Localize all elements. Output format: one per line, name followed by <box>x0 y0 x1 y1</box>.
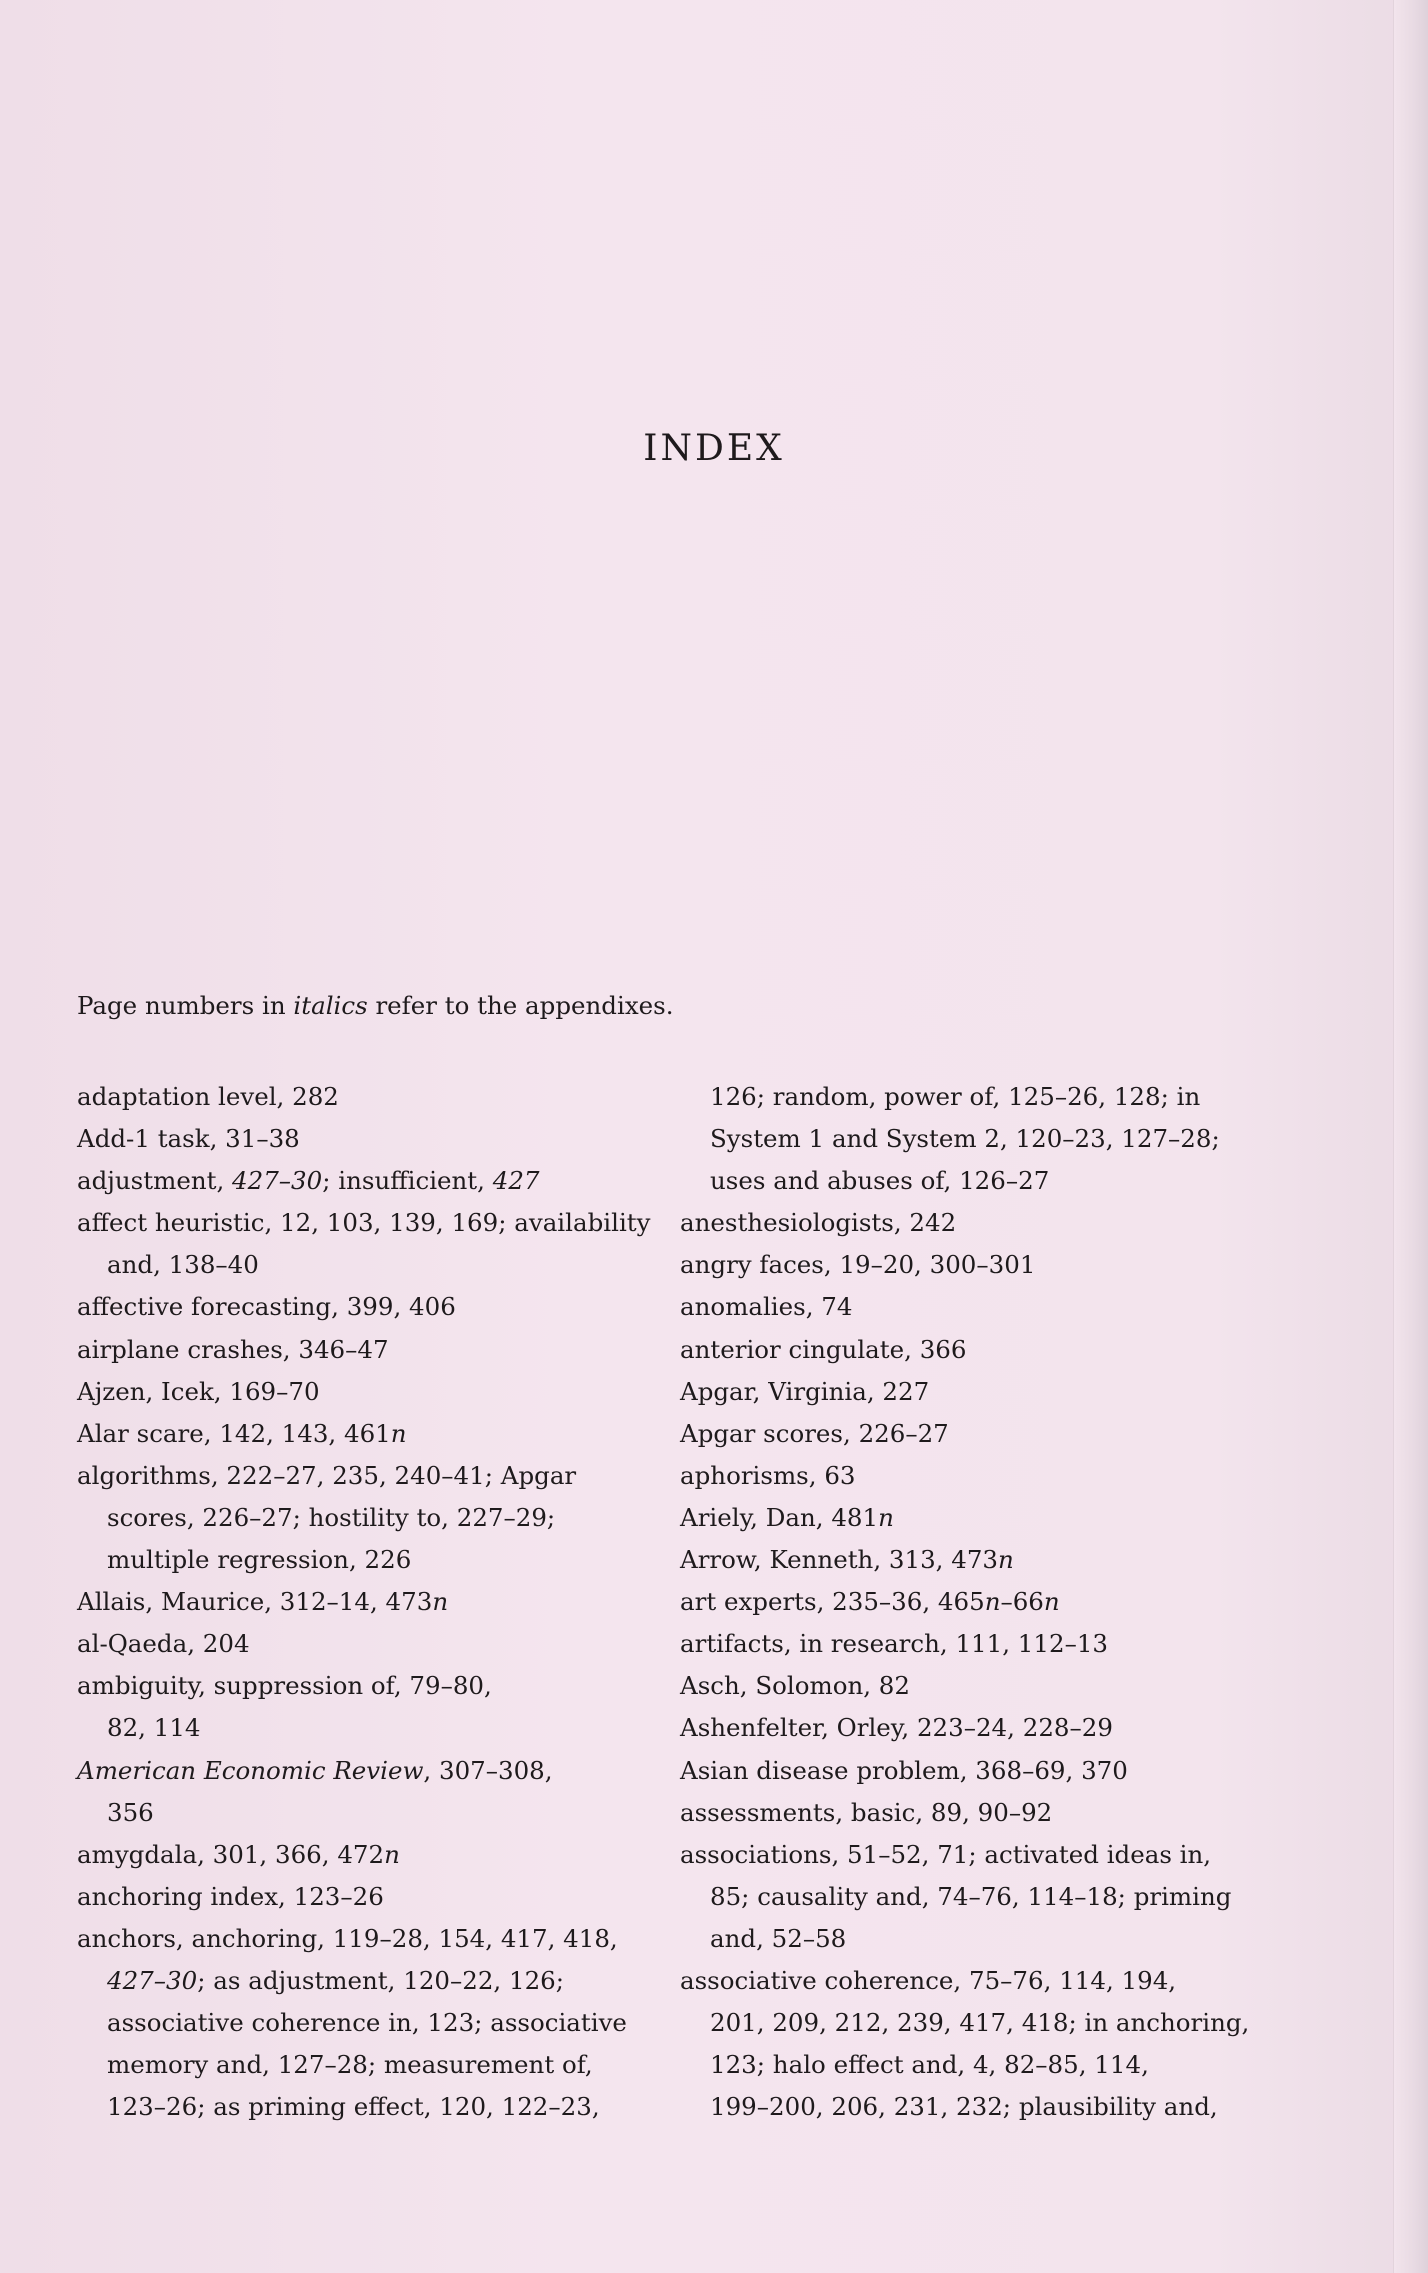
index-entry <box>680 1329 1290 1371</box>
page-edge <box>1393 0 1428 2273</box>
index-entry <box>77 1792 687 1834</box>
index-entry <box>77 1876 687 1918</box>
note-text-before: Page numbers in <box>77 991 294 1020</box>
index-entry-segment: airplane crashes, 346–47 <box>77 1334 389 1364</box>
index-entry-segment: associations, 51–52, 71; activated ideas in, <box>680 1839 1212 1869</box>
index-entry-segment: multiple regression, 226 <box>107 1545 412 1575</box>
index-entry-segment: adjustment, <box>77 1166 233 1196</box>
index-entry <box>77 1413 687 1455</box>
index-entry <box>77 1918 687 1960</box>
index-entry <box>680 1160 1290 1202</box>
index-entry <box>77 1160 687 1202</box>
index-entry-segment: 126; random, power of, 125–26, 128; in <box>710 1082 1201 1111</box>
index-entry <box>680 1539 1290 1581</box>
index-entry <box>77 1371 687 1413</box>
index-entry <box>77 1960 687 2002</box>
index-entry <box>77 1581 687 1623</box>
index-entry-segment: n <box>1043 1587 1060 1617</box>
index-entry <box>77 1834 687 1876</box>
index-entry-segment: 123–26; as priming effect, 120, 122–23, <box>107 2092 600 2122</box>
index-entry <box>77 1329 687 1371</box>
index-entry <box>680 1707 1290 1749</box>
index-entry-segment: n <box>878 1502 894 1532</box>
index-entry-segment: Ariely, Dan, 481 <box>680 1502 879 1532</box>
index-entry-segment: 85; causality and, 74–76, 114–18; priming <box>710 1881 1232 1911</box>
index-entry <box>680 2086 1290 2128</box>
index-entry-segment: algorithms, 222–27, 235, 240–41; Apgar <box>77 1460 577 1490</box>
index-entry <box>680 1202 1290 1244</box>
index-entry <box>77 1750 687 1792</box>
index-entry-segment: associative coherence, 75–76, 114, 194, <box>680 1965 1177 1995</box>
index-entry-segment: ambiguity, suppression of, 79–80, <box>77 1671 492 1701</box>
index-entry-segment: System 1 and System 2, 120–23, 127–28; <box>710 1124 1220 1154</box>
index-entry-segment: and, 138–40 <box>107 1250 259 1280</box>
index-entry-segment: n <box>984 1587 1001 1617</box>
index-entry <box>77 1539 687 1581</box>
index-entry-segment: 201, 209, 212, 239, 417, 418; in anchoring, <box>710 2008 1250 2038</box>
index-entry-segment: 356 <box>107 1797 154 1827</box>
index-entry-segment: 427–30 <box>107 1965 198 1995</box>
index-entry-segment: Add-1 task, 31–38 <box>77 1124 300 1154</box>
index-entry-segment: anomalies, 74 <box>680 1292 853 1322</box>
index-entry-segment: –66 <box>1000 1587 1044 1617</box>
index-entry <box>77 1076 687 1118</box>
index-entry <box>77 2086 687 2128</box>
index-entry <box>680 1244 1290 1286</box>
index-entry-segment: n <box>390 1418 407 1448</box>
index-entry <box>77 1286 687 1328</box>
index-entry-segment: angry faces, 19–20, 300–301 <box>680 1250 1036 1280</box>
index-entry <box>77 1707 687 1749</box>
italics-note <box>77 989 674 1023</box>
index-entry-segment: artifacts, in research, 111, 112–13 <box>680 1629 1108 1659</box>
index-entry-segment: n <box>432 1587 449 1617</box>
index-entry <box>680 1286 1290 1328</box>
index-entry-segment: ; as adjustment, 120–22, 126; <box>197 1965 565 1995</box>
note-text-italic: italics <box>293 991 368 1020</box>
index-entry-segment: uses and abuses of, 126–27 <box>710 1166 1050 1196</box>
index-entry-segment: Apgar, Virginia, 227 <box>680 1376 930 1406</box>
index-entry-segment: 427–30 <box>232 1166 323 1196</box>
index-entry-segment: Asch, Solomon, 82 <box>680 1671 910 1701</box>
index-entry <box>680 1876 1290 1918</box>
index-entry-segment: 82, 114 <box>107 1713 201 1743</box>
index-entry-segment: Ashenfelter, Orley, 223–24, 228–29 <box>680 1713 1113 1743</box>
index-entry-segment: associative coherence in, 123; associative <box>107 2008 627 2038</box>
index-entry <box>77 1202 687 1244</box>
index-entry-segment: n <box>384 1839 400 1869</box>
index-entry-segment: n <box>998 1545 1014 1575</box>
index-entry-segment: , 307–308, <box>423 1755 553 1785</box>
index-entry-segment: amygdala, 301, 366, 472 <box>77 1839 385 1869</box>
index-entry-segment: al-Qaeda, 204 <box>77 1629 250 1659</box>
index-entry <box>680 1371 1290 1413</box>
index-entry-segment: memory and, 127–28; measurement of, <box>107 2050 593 2080</box>
index-entry <box>680 1750 1290 1792</box>
index-entry-segment: American Economic Review <box>77 1755 424 1785</box>
index-entry-segment: scores, 226–27; hostility to, 227–29; <box>107 1502 556 1532</box>
index-entry <box>680 1960 1290 2002</box>
index-entry <box>77 1623 687 1665</box>
index-entry-segment: Allais, Maurice, 312–14, 473 <box>77 1587 433 1617</box>
index-entry <box>680 1792 1290 1834</box>
index-entry-segment: 199–200, 206, 231, 232; plausibility and, <box>710 2092 1218 2122</box>
index-entry <box>680 1497 1290 1539</box>
index-entry <box>680 1834 1290 1876</box>
index-entry <box>680 1413 1290 1455</box>
index-entry <box>680 1581 1290 1623</box>
index-entry-segment: anterior cingulate, 366 <box>680 1334 967 1364</box>
index-entry <box>77 1665 687 1707</box>
index-entry-segment: 123; halo effect and, 4, 82–85, 114, <box>710 2050 1149 2080</box>
index-column-left <box>77 1076 687 2128</box>
index-entry-segment: art experts, 235–36, 465 <box>680 1587 985 1617</box>
index-entry-segment: anchors, anchoring, 119–28, 154, 417, 418, <box>77 1923 618 1953</box>
index-entry <box>680 2044 1290 2086</box>
index-entry-segment: Ajzen, Icek, 169–70 <box>77 1376 320 1406</box>
index-column-right <box>680 1076 1290 2128</box>
index-entry <box>680 1076 1290 1118</box>
index-entry-segment: assessments, basic, 89, 90–92 <box>680 1797 1053 1827</box>
index-entry-segment: Alar scare, 142, 143, 461 <box>77 1418 391 1448</box>
index-entry-segment: Apgar scores, 226–27 <box>680 1418 949 1448</box>
index-entry-segment: 427 <box>492 1166 540 1196</box>
index-entry-segment: Asian disease problem, 368–69, 370 <box>680 1755 1128 1785</box>
index-entry-segment: adaptation level, 282 <box>77 1082 339 1111</box>
index-entry <box>77 2002 687 2044</box>
note-text-after: refer to the appendixes. <box>367 991 674 1020</box>
index-entry <box>680 1118 1290 1160</box>
index-entry-segment: anesthesiologists, 242 <box>680 1208 957 1238</box>
index-entry-segment: anchoring index, 123–26 <box>77 1881 384 1911</box>
index-entry <box>77 1118 687 1160</box>
page-title: INDEX <box>643 428 785 469</box>
index-entry-segment: aphorisms, 63 <box>680 1460 856 1490</box>
index-entry <box>680 1918 1290 1960</box>
index-entry <box>77 1497 687 1539</box>
index-entry-segment: and, 52–58 <box>710 1923 847 1953</box>
index-entry-segment: Arrow, Kenneth, 313, 473 <box>680 1545 999 1575</box>
index-entry <box>680 2002 1290 2044</box>
index-entry-segment: ; insufficient, <box>322 1166 493 1196</box>
index-entry-segment: affective forecasting, 399, 406 <box>77 1292 456 1322</box>
index-entry <box>680 1455 1290 1497</box>
index-entry <box>680 1623 1290 1665</box>
index-entry <box>77 2044 687 2086</box>
index-entry <box>77 1455 687 1497</box>
index-entry <box>680 1665 1290 1707</box>
index-entry-segment: affect heuristic, 12, 103, 139, 169; availability <box>77 1208 651 1238</box>
index-entry <box>77 1244 687 1286</box>
